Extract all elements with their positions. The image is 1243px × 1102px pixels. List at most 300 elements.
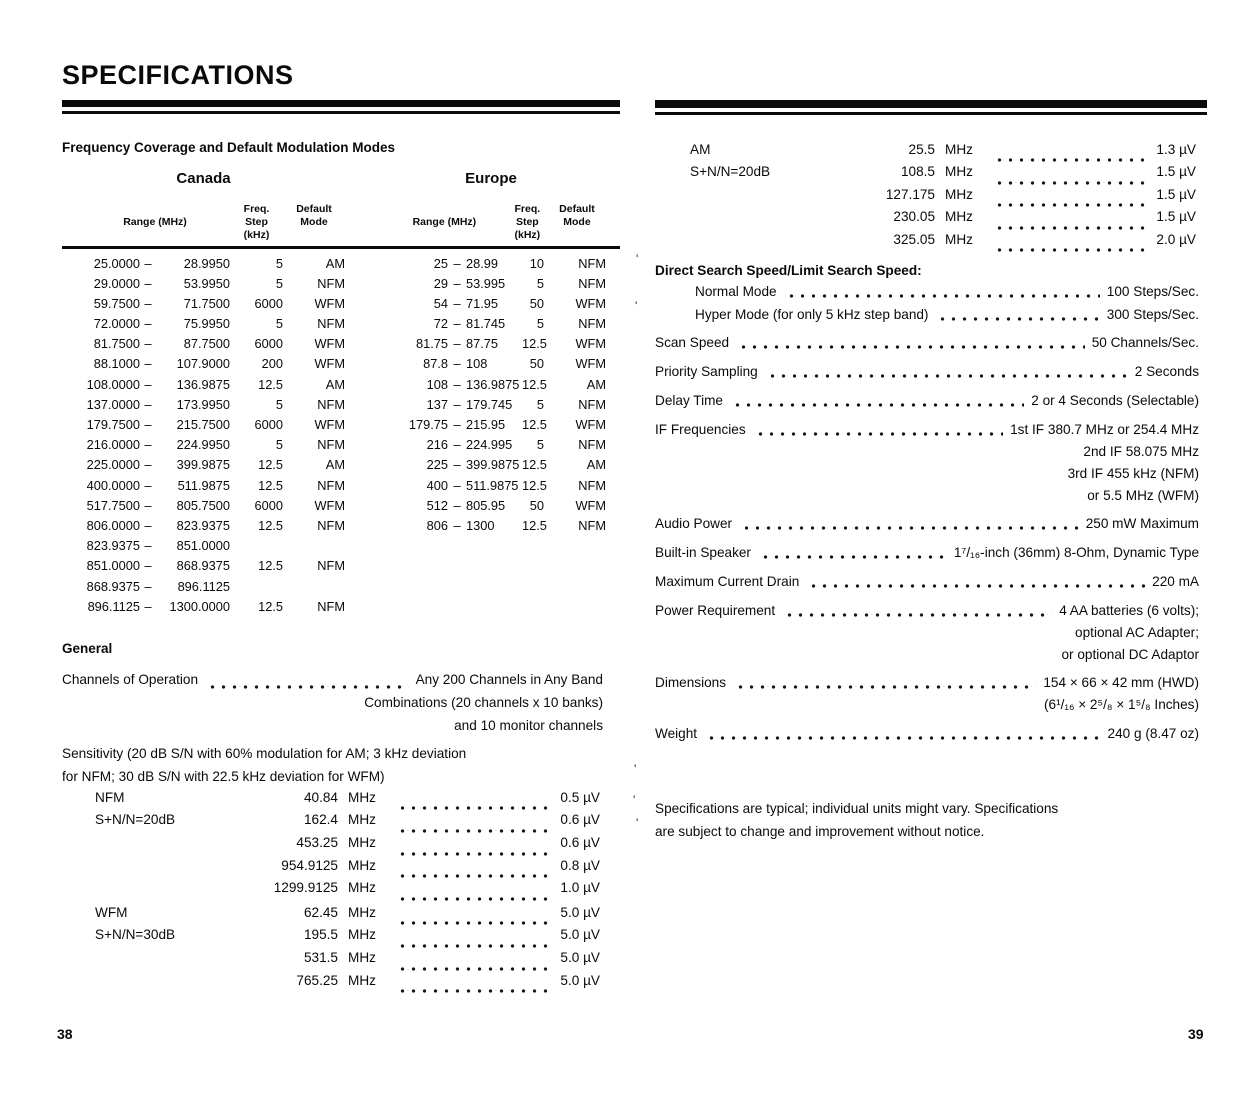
mode-label: WFM (95, 904, 128, 920)
general-section-heading: General (62, 640, 113, 656)
spec-label: Priority Sampling (655, 363, 758, 379)
spec-audio-power (655, 516, 1207, 532)
dot-leader (200, 668, 414, 691)
freq-step: 12.5 (258, 517, 283, 533)
page-39 (633, 0, 1207, 1102)
range-to: 215.7500 (176, 417, 230, 432)
range-to: 136.9875 (466, 376, 520, 392)
sensitivity-intro: Sensitivity (20 dB S/N with 60% modulation for AM; 3 kHz deviation for NFM; 30 dB S/N with 22.5 kHz deviation for WFM) (62, 745, 467, 784)
dot-leader (779, 284, 1105, 300)
range-dash: – (453, 396, 461, 412)
range-dash: – (453, 356, 461, 372)
spec-value: 4 AA batteries (6 volts); (1059, 602, 1199, 618)
freq-step: 12.5 (258, 376, 283, 392)
sensitivity-row (655, 232, 1207, 254)
default-mode: NFM (578, 275, 606, 291)
sensitivity-value: 5.0 µV (560, 972, 600, 988)
sensitivity-value: 1.5 µV (1156, 186, 1196, 202)
frequency-value: 108.5 (900, 164, 935, 180)
range-from: 216.0000 (86, 437, 140, 453)
range-from: 29.0000 (93, 275, 140, 291)
frequency-value: 25.5 (908, 142, 935, 157)
table-row (62, 356, 345, 376)
sensitivity-row (655, 142, 1207, 164)
range-to: 805.7500 (176, 497, 230, 513)
spec-label: IF Frequencies (655, 421, 746, 437)
range-to: 868.9375 (176, 558, 230, 574)
channels-of-operation (62, 668, 620, 737)
spec-label: Built-in Speaker (655, 544, 751, 560)
scan-artifact: ' (633, 793, 636, 807)
range-from: 137.0000 (86, 396, 140, 412)
table-row (62, 377, 345, 397)
table-row (376, 498, 606, 518)
spec-label: Scan Speed (655, 334, 730, 350)
table-row (376, 256, 606, 276)
frequency-value: 453.25 (296, 835, 338, 851)
default-mode: WFM (575, 336, 606, 352)
range-to: 53.995 (466, 275, 506, 291)
frequency-value: 62.45 (303, 904, 338, 920)
table-row (376, 296, 606, 316)
table-row (62, 538, 345, 558)
dot-leader (801, 574, 1150, 590)
table-row (62, 336, 345, 356)
range-from: 225.0000 (86, 457, 140, 473)
spec-label: Delay Time (655, 392, 723, 408)
range-from: 823.9375 (86, 538, 140, 554)
freq-step: 12.5 (522, 376, 547, 392)
range-to: 28.9950 (183, 255, 230, 271)
dot-leader (734, 516, 1084, 532)
freq-step: 12.5 (258, 477, 283, 493)
dot-leader (930, 307, 1104, 323)
dot-leader (728, 675, 1041, 691)
sensitivity-value: 0.5 µV (560, 789, 600, 805)
range-dash: – (144, 477, 152, 493)
table-row (376, 518, 606, 538)
spec-channels (62, 668, 620, 691)
table-row (62, 599, 345, 619)
scan-artifact: ' (635, 299, 638, 313)
range-dash: – (453, 336, 461, 352)
range-to: 53.9950 (183, 275, 230, 291)
spec-if-frequencies (655, 422, 1207, 438)
range-to: 107.9000 (176, 356, 230, 372)
spec-value: 1st IF 380.7 MHz or 254.4 MHz (1010, 421, 1199, 437)
table-row (62, 417, 345, 437)
frequency-unit: MHz (348, 972, 376, 988)
range-from: 868.9375 (86, 578, 140, 594)
sensitivity-row (62, 835, 620, 858)
frequency-value: 230.05 (893, 209, 935, 225)
sensitivity-row (655, 164, 1207, 186)
freq-step: 5 (536, 396, 544, 412)
canada-table-title: Canada (176, 170, 231, 187)
default-mode: AM (325, 457, 345, 473)
range-dash: – (144, 316, 152, 332)
range-from: 179.75 (408, 417, 448, 432)
range-from: 25 (433, 255, 448, 271)
frequency-unit: MHz (348, 812, 376, 828)
default-mode: AM (325, 376, 345, 392)
spec-weight (655, 726, 1207, 742)
range-from: 72.0000 (93, 316, 140, 332)
frequency-unit: MHz (945, 186, 973, 202)
table-row (62, 316, 345, 336)
default-mode: NFM (578, 316, 606, 332)
default-mode: NFM (578, 517, 606, 533)
default-mode: NFM (578, 477, 606, 493)
range-from: 806 (426, 517, 448, 533)
table-row (62, 256, 345, 276)
table-bodies (62, 256, 620, 619)
freq-step: 12.5 (522, 457, 547, 473)
freq-step: 12.5 (258, 598, 283, 614)
freq-section-heading: Frequency Coverage and Default Modulation Modes (62, 140, 396, 155)
europe-table-title: Europe (465, 170, 517, 187)
column-headers (62, 203, 620, 242)
range-header: Range (MHz) (412, 216, 477, 228)
default-mode: NFM (317, 477, 345, 493)
frequency-value: 162.4 (303, 812, 338, 828)
dot-leader (731, 335, 1090, 351)
freq-step: 12.5 (522, 477, 547, 493)
frequency-unit: MHz (945, 209, 973, 225)
title-rule-thin (62, 111, 620, 114)
search-speed-heading: Direct Search Speed/Limit Search Speed: (655, 262, 922, 278)
default-mode-header: Default Mode (559, 203, 595, 228)
default-mode: NFM (317, 558, 345, 574)
range-to: 1300.0000 (169, 598, 230, 614)
range-from: 25.0000 (93, 255, 140, 271)
range-from: 108 (426, 376, 448, 392)
spec-label: Audio Power (655, 515, 733, 531)
spec-scan-speed (655, 335, 1207, 351)
range-to: 108 (466, 356, 488, 372)
mode-label: AM (690, 142, 711, 157)
range-dash: – (144, 295, 152, 311)
default-mode: AM (325, 255, 345, 271)
range-dash: – (453, 295, 461, 311)
spec-value: 1⁷/₁₆-inch (36mm) 8-Ohm, Dynamic Type (953, 544, 1199, 560)
default-mode: WFM (575, 417, 606, 432)
frequency-unit: MHz (348, 857, 376, 873)
freq-step: 50 (529, 497, 544, 513)
spec-delay-time (655, 393, 1207, 409)
frequency-unit: MHz (945, 164, 973, 180)
table-row (62, 296, 345, 316)
spec-hyper-mode (655, 307, 1207, 323)
range-dash: – (144, 437, 152, 453)
sensitivity-row (655, 209, 1207, 231)
page-title: SPECIFICATIONS (62, 60, 294, 90)
table-row (62, 276, 345, 296)
range-from: 87.8 (423, 356, 448, 372)
freq-step: 6000 (254, 497, 283, 513)
table-row (62, 457, 345, 477)
freq-step: 200 (261, 356, 283, 372)
spec-value-continued: 3rd IF 455 kHz (NFM) (1067, 465, 1199, 481)
range-to: 87.75 (466, 336, 499, 352)
table-row (376, 478, 606, 498)
freq-step: 6000 (254, 295, 283, 311)
range-from: 517.7500 (86, 497, 140, 513)
range-dash: – (453, 376, 461, 392)
range-to: 75.9950 (183, 316, 230, 332)
range-from: 59.7500 (93, 295, 140, 311)
range-dash: – (144, 558, 152, 574)
table-row (376, 356, 606, 376)
freq-step: 12.5 (258, 457, 283, 473)
frequency-unit: MHz (348, 880, 376, 896)
range-dash: – (453, 457, 461, 473)
table-row (62, 437, 345, 457)
dot-leader (987, 232, 1154, 254)
mode-label: S+N/N=20dB (690, 164, 771, 180)
freq-step: 5 (275, 437, 283, 453)
range-from: 81.75 (415, 336, 448, 352)
dot-leader (390, 973, 558, 996)
spec-value: 50 Channels/Sec. (1091, 334, 1199, 350)
default-mode: NFM (317, 517, 345, 533)
mode-label: NFM (95, 789, 125, 805)
freq-step: 5 (536, 275, 544, 291)
dot-leader (760, 364, 1133, 380)
range-to: 87.7500 (183, 336, 230, 352)
spec-value-continued: optional AC Adapter; (1075, 624, 1199, 640)
range-dash: – (453, 437, 461, 453)
range-to: 28.99 (466, 255, 499, 271)
default-mode: NFM (317, 396, 345, 412)
spec-value: 154 × 66 × 42 mm (HWD) (1043, 674, 1199, 690)
spec-power-requirement (655, 603, 1207, 619)
freq-step: 5 (275, 396, 283, 412)
dot-leader (987, 142, 1154, 164)
frequency-unit: MHz (348, 835, 376, 851)
mode-label: S+N/N=20dB (95, 812, 176, 828)
spec-value: 300 Steps/Sec. (1106, 306, 1199, 322)
frequency-unit: MHz (348, 904, 376, 920)
range-dash: – (144, 578, 152, 594)
range-dash: – (453, 477, 461, 493)
table-row (62, 397, 345, 417)
sensitivity-wfm-table (62, 905, 620, 995)
table-row (376, 417, 606, 437)
frequency-value: 195.5 (303, 927, 338, 943)
range-to: 173.9950 (176, 396, 230, 412)
range-dash: – (144, 376, 152, 392)
range-dash: – (453, 417, 461, 432)
spec-value-continued: 2nd IF 58.075 MHz (1083, 443, 1199, 459)
sensitivity-value: 5.0 µV (560, 950, 600, 966)
sensitivity-value: 5.0 µV (560, 927, 600, 943)
freq-step: 12.5 (522, 517, 547, 533)
freq-step: 6000 (254, 336, 283, 352)
canada-table (62, 256, 345, 619)
dot-leader (390, 790, 558, 813)
default-mode: WFM (314, 497, 345, 513)
range-from: 806.0000 (86, 517, 140, 533)
spec-label: Channels of Operation (62, 671, 199, 687)
spec-dimensions (655, 675, 1207, 691)
europe-column-headers (376, 203, 606, 242)
range-from: 512 (426, 497, 448, 513)
default-mode: NFM (578, 255, 606, 271)
range-from: 137 (426, 396, 448, 412)
freq-step: 5 (275, 316, 283, 332)
sensitivity-value: 5.0 µV (560, 904, 600, 920)
range-dash: – (144, 396, 152, 412)
page-38 (57, 0, 620, 1102)
range-to: 179.745 (466, 396, 513, 412)
sensitivity-row (62, 790, 620, 813)
spec-label: Hyper Mode (for only 5 kHz step band) (695, 306, 929, 322)
range-from: 54 (433, 295, 448, 311)
default-mode: NFM (317, 316, 345, 332)
range-dash: – (144, 356, 152, 372)
spec-value-continued: and 10 monitor channels (454, 717, 603, 733)
sensitivity-row (62, 880, 620, 903)
range-to: 511.9875 (466, 477, 519, 493)
range-to: 1300 (466, 517, 495, 533)
dot-leader (699, 726, 1105, 742)
sensitivity-row (62, 973, 620, 996)
freq-step: 6000 (254, 417, 283, 432)
freq-step-header: Freq. Step (kHz) (514, 203, 541, 241)
freq-step: 5 (536, 437, 544, 453)
range-dash: – (453, 497, 461, 513)
country-titles (62, 170, 620, 187)
spec-value: Any 200 Channels in Any Band (415, 671, 603, 687)
frequency-value: 954.9125 (281, 857, 338, 873)
range-from: 72 (433, 316, 448, 332)
scan-artifact: ' (636, 816, 639, 830)
frequency-unit: MHz (945, 231, 973, 247)
table-row (62, 478, 345, 498)
range-to: 71.95 (466, 295, 499, 311)
range-to: 224.995 (466, 437, 513, 453)
default-mode: WFM (314, 417, 345, 432)
range-dash: – (144, 497, 152, 513)
freq-step: 12.5 (258, 558, 283, 574)
range-to: 511.9875 (177, 477, 230, 493)
table-row (376, 377, 606, 397)
range-to: 399.9875 (466, 457, 520, 473)
frequency-unit: MHz (348, 927, 376, 943)
dot-leader (390, 812, 558, 835)
table-row (62, 498, 345, 518)
default-mode: AM (586, 376, 606, 392)
range-from: 88.1000 (93, 356, 140, 372)
freq-step: 12.5 (522, 417, 547, 432)
freq-step: 50 (529, 356, 544, 372)
spec-value-continued: or optional DC Adaptor (1061, 646, 1199, 662)
sensitivity-value: 1.0 µV (560, 880, 600, 896)
dot-leader (390, 835, 558, 858)
table-row (376, 276, 606, 296)
mode-label: S+N/N=30dB (95, 927, 176, 943)
europe-table (376, 256, 606, 539)
spec-label: Dimensions (655, 674, 727, 690)
range-dash: – (144, 336, 152, 352)
freq-step: 5 (275, 275, 283, 291)
dot-leader (390, 950, 558, 973)
range-from: 400.0000 (86, 477, 140, 493)
spec-label: Maximum Current Drain (655, 573, 800, 589)
table-row (376, 437, 606, 457)
default-mode-header: Default Mode (296, 203, 332, 228)
sensitivity-row (62, 812, 620, 835)
spec-priority-sampling (655, 364, 1207, 380)
freq-step-header: Freq. Step (kHz) (243, 203, 270, 241)
table-row (376, 316, 606, 336)
range-header: Range (MHz) (123, 216, 187, 228)
default-mode: WFM (314, 295, 345, 311)
range-dash: – (144, 457, 152, 473)
table-row (62, 558, 345, 578)
frequency-unit: MHz (348, 950, 376, 966)
spec-label: Weight (655, 725, 698, 741)
table-row (376, 336, 606, 356)
dot-leader (390, 927, 558, 950)
dot-leader (390, 905, 558, 928)
dot-leader (777, 603, 1057, 619)
page-number-38: 38 (57, 1026, 73, 1042)
range-from: 108.0000 (86, 376, 140, 392)
freq-step: 5 (536, 316, 544, 332)
range-to: 71.7500 (183, 295, 230, 311)
canada-column-headers (62, 203, 345, 242)
range-from: 216 (426, 437, 448, 453)
sensitivity-value: 0.6 µV (560, 835, 600, 851)
sensitivity-value: 1.3 µV (1156, 142, 1196, 157)
dot-leader (987, 209, 1154, 231)
freq-step: 10 (529, 255, 544, 271)
frequency-value: 40.84 (303, 789, 338, 805)
table-header-rule (62, 246, 620, 249)
spec-value: 250 mW Maximum (1085, 515, 1199, 531)
frequency-unit: MHz (348, 789, 376, 805)
dot-leader (753, 545, 952, 561)
frequency-value: 531.5 (303, 950, 338, 966)
scan-artifact: ' (636, 252, 639, 266)
range-to: 851.0000 (176, 538, 230, 554)
dot-leader (748, 422, 1008, 438)
dot-leader (390, 858, 558, 881)
top-rule-thick (655, 100, 1207, 108)
sensitivity-row (62, 905, 620, 928)
title-rule-thick (62, 100, 620, 107)
default-mode: NFM (317, 437, 345, 453)
sensitivity-am-table (655, 142, 1207, 254)
spec-value: 2 or 4 Seconds (Selectable) (1031, 392, 1199, 408)
table-row (376, 397, 606, 417)
sensitivity-value: 1.5 µV (1156, 164, 1196, 180)
freq-step: 50 (529, 295, 544, 311)
sensitivity-value: 2.0 µV (1156, 231, 1196, 247)
range-from: 400 (426, 477, 448, 493)
range-from: 225 (426, 457, 448, 473)
sensitivity-value: 0.8 µV (560, 857, 600, 873)
table-row (62, 518, 345, 538)
default-mode: WFM (314, 336, 345, 352)
spec-value-continued: (6¹/₁₆ × 2⁵/₈ × 1⁵/₈ Inches) (1043, 696, 1199, 712)
spec-value-continued: Combinations (20 channels x 10 banks) (364, 694, 603, 710)
spec-value: 240 g (8.47 oz) (1107, 725, 1199, 741)
default-mode: WFM (575, 356, 606, 372)
top-rule-thin (655, 112, 1207, 115)
